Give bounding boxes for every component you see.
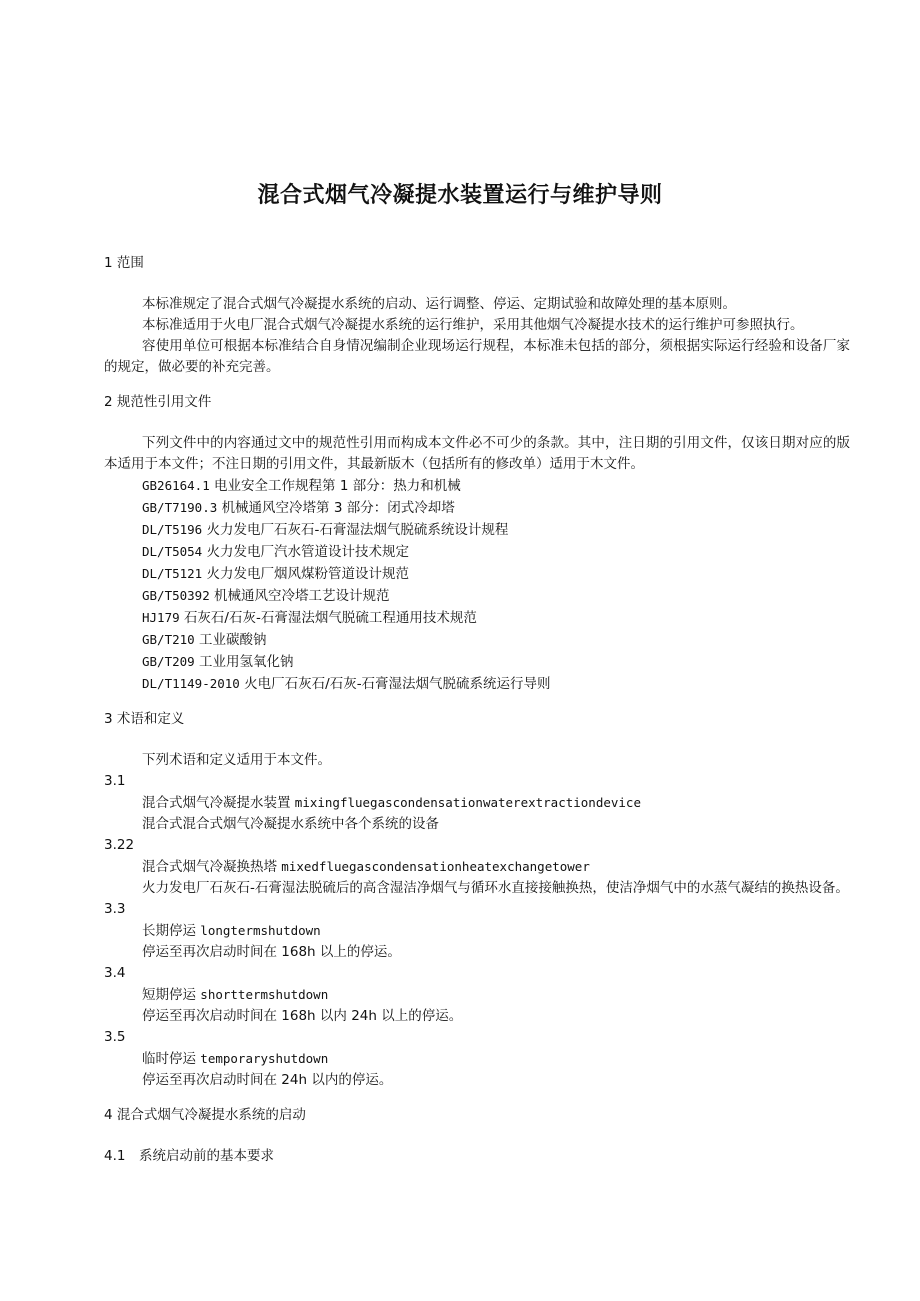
section-1-heading: 1 范围 bbox=[104, 255, 144, 271]
section-4-heading: 4 混合式烟气冷凝提水系统的启动 bbox=[104, 1107, 306, 1123]
reference-title: 火力发电厂石灰石-石膏湿法烟气脱硫系统设计规程 bbox=[206, 522, 509, 538]
section-3-intro: 下列术语和定义适用于本文件。 bbox=[142, 752, 331, 768]
reference-item bbox=[104, 519, 850, 541]
reference-title: 电业安全工作规程第 1 部分：热力和机械 bbox=[214, 478, 461, 494]
term-number: 3.3 bbox=[104, 901, 126, 917]
reference-item bbox=[104, 563, 850, 585]
section-1-para-2: 本标准适用于火电厂混合式烟气冷凝提水系统的运行维护，采用其他烟气冷凝提水技术的运行维护可参照执行。 bbox=[142, 317, 804, 333]
term-heading bbox=[104, 1048, 850, 1070]
reference-title: 火力发电厂汽水管道设计技术规定 bbox=[206, 544, 410, 560]
term-english: temporaryshutdown bbox=[200, 1051, 329, 1066]
reference-list bbox=[104, 475, 850, 695]
term-name: 长期停运 bbox=[142, 923, 196, 939]
term-definition: 停运至再次启动时间在 24h 以内的停运。 bbox=[142, 1072, 393, 1088]
term-english: shorttermshutdown bbox=[200, 987, 329, 1002]
term-number: 3.5 bbox=[104, 1029, 126, 1045]
reference-code: DL/T1149-2010 bbox=[142, 676, 240, 691]
reference-item bbox=[104, 541, 850, 563]
term-number: 3.22 bbox=[104, 837, 135, 853]
reference-title: 机械通风空冷塔工艺设计规范 bbox=[214, 588, 390, 604]
section-1-para-1: 本标准规定了混合式烟气冷凝提水系统的启动、运行调整、停运、定期试验和故障处理的基本原则。 bbox=[142, 296, 736, 312]
reference-code: DL/T5054 bbox=[142, 544, 203, 559]
term-definition: 火力发电厂石灰石-石膏湿法脱硫后的高含湿洁净烟气与循环水直接接触换热，使洁净烟气中的水蒸气凝结的换热设备。 bbox=[142, 880, 849, 896]
term-number: 3.1 bbox=[104, 773, 126, 789]
section-4-1-heading: 4.1 系统启动前的基本要求 bbox=[104, 1148, 274, 1164]
term-definition: 混合式混合式烟气冷凝提水系统中各个系统的设备 bbox=[142, 816, 439, 832]
reference-item bbox=[104, 651, 850, 673]
term-name: 短期停运 bbox=[142, 987, 196, 1003]
reference-item bbox=[104, 475, 850, 497]
document-title: 混合式烟气冷凝提水装置运行与维护导则 bbox=[257, 183, 663, 208]
reference-title: 火力发电厂烟风煤粉管道设计规范 bbox=[206, 566, 410, 582]
term-list bbox=[104, 771, 850, 1091]
term-number: 3.4 bbox=[104, 965, 126, 981]
term-english: longtermshutdown bbox=[200, 923, 321, 938]
term-heading bbox=[104, 792, 850, 814]
reference-title: 石灰石/石灰-石膏湿法烟气脱硫工程通用技术规范 bbox=[183, 610, 477, 626]
reference-code: DL/T5196 bbox=[142, 522, 203, 537]
reference-item bbox=[104, 673, 850, 695]
term-name: 临时停运 bbox=[142, 1051, 196, 1067]
term-definition: 停运至再次启动时间在 168h 以上的停运。 bbox=[142, 944, 401, 960]
term-english: mixedfluegascondensationheatexchangetower bbox=[281, 859, 590, 874]
reference-item bbox=[104, 585, 850, 607]
section-3-heading: 3 术语和定义 bbox=[104, 711, 185, 727]
section-1-para-3: 容使用单位可根据本标准结合自身情况编制企业现场运行规程，本标准未包括的部分，须根据实际运行经验和设备厂家的规定，做必要的补充完善。 bbox=[104, 338, 850, 375]
term-heading bbox=[104, 920, 850, 942]
reference-code: HJ179 bbox=[142, 610, 180, 625]
reference-code: GB/T50392 bbox=[142, 588, 210, 603]
term-name: 混合式烟气冷凝换热塔 bbox=[142, 859, 277, 875]
term-definition: 停运至再次启动时间在 168h 以内 24h 以上的停运。 bbox=[142, 1008, 463, 1024]
reference-code: GB/T210 bbox=[142, 632, 195, 647]
reference-title: 火电厂石灰石/石灰-石膏湿法烟气脱硫系统运行导则 bbox=[244, 676, 551, 692]
reference-code: GB26164.1 bbox=[142, 478, 210, 493]
reference-title: 工业用氢氧化钠 bbox=[198, 654, 294, 670]
reference-title: 机械通风空冷塔第 3 部分：闭式冷却塔 bbox=[221, 500, 455, 516]
document-body bbox=[104, 253, 850, 1167]
reference-code: DL/T5121 bbox=[142, 566, 203, 581]
term-name: 混合式烟气冷凝提水装置 bbox=[142, 795, 291, 811]
reference-item bbox=[104, 497, 850, 519]
section-2-heading: 2 规范性引用文件 bbox=[104, 394, 212, 410]
reference-item bbox=[104, 629, 850, 651]
reference-code: GB/T7190.3 bbox=[142, 500, 218, 515]
reference-title: 工业碳酸钠 bbox=[198, 632, 267, 648]
reference-item bbox=[104, 607, 850, 629]
term-english: mixingfluegascondensationwaterextractiondevice bbox=[294, 795, 641, 810]
term-heading bbox=[104, 984, 850, 1006]
term-heading bbox=[104, 856, 850, 878]
section-2-intro: 下列文件中的内容通过文中的规范性引用而构成本文件必不可少的条款。其中，注日期的引用文件，仅该日期对应的版本适用于本文件；不注日期的引用文件，其最新版木（包括所有的修改单）适用于木文件。 bbox=[104, 435, 850, 472]
reference-code: GB/T209 bbox=[142, 654, 195, 669]
